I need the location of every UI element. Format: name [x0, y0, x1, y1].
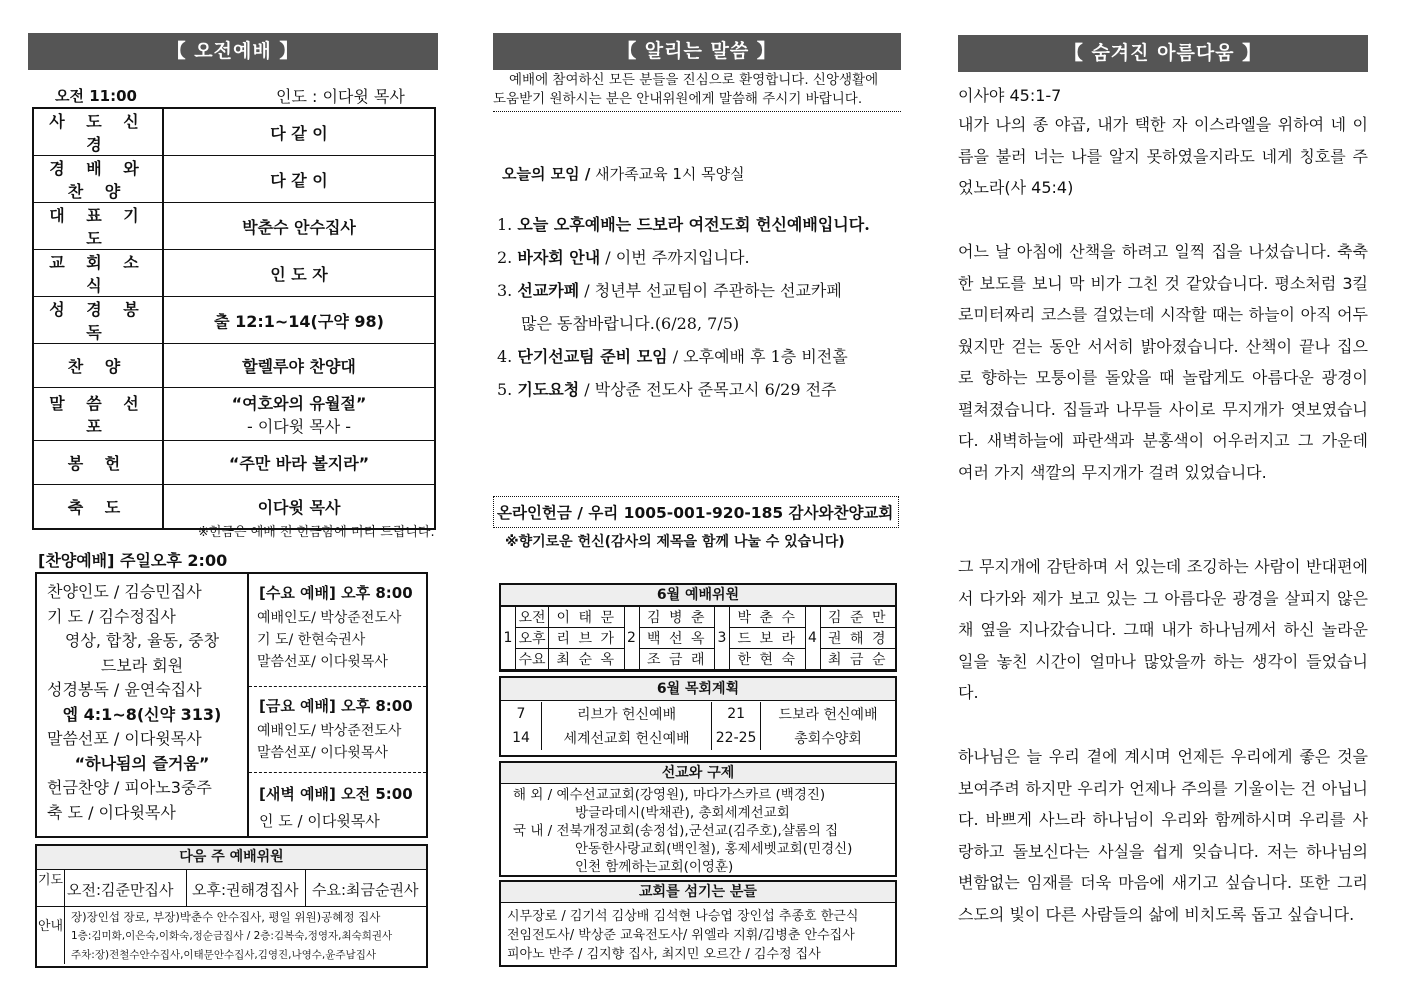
item-number: 3. — [497, 281, 513, 300]
mission-title: 선교와 구제 — [501, 763, 895, 784]
plan-date: 22-25 — [712, 726, 761, 750]
group-number: 1 — [501, 607, 516, 670]
praise-line: 축 도 / 이다윗목사 — [47, 802, 176, 822]
table-cell: 최 순 옥 — [549, 649, 625, 670]
table-cell: 김 준 만 — [820, 607, 896, 628]
group-number: 4 — [805, 607, 820, 670]
table-row — [33, 297, 435, 344]
item-number: 1. — [497, 215, 513, 234]
plan-date: 14 — [501, 726, 542, 750]
praise-line: 헌금찬양 / 피아노3중주 — [47, 778, 212, 797]
june-servants-title: 6월 예배위원 — [501, 585, 895, 606]
order-value: 박춘수 안수집사 — [163, 203, 435, 250]
praise-line: 엡 4:1~8(신약 313) — [62, 704, 222, 724]
meditation-paragraph-3: 그 무지개에 감탄하며 서 있는데 조깅하는 사람이 반대편에서 다가와 제가 보고 있는 그 아름다운 광경을 살피지 않은 채 옆을 지나갔습니다. 그때 내가 하나님께서 하신 놀라운 일을 놓친 시간이 얼마나 많았을까 하는 생각이 들었습니다. — [958, 557, 1368, 702]
order-key: 찬 양 — [33, 344, 163, 388]
next-week-title: 다음 주 예배위원 — [37, 846, 426, 870]
list-item — [497, 241, 870, 274]
order-key: 봉 헌 — [33, 441, 163, 485]
mission-line: 국 내 / 전북개정교회(송정섭),군선교(김주호),샬롬의 집 — [513, 823, 839, 839]
table-cell: 이 태 문 — [549, 607, 625, 628]
plan-event: 총회수양회 — [794, 731, 862, 747]
table-row — [33, 156, 435, 203]
morning-worship-header: 【 오전예배 】 — [28, 33, 438, 70]
table-row — [33, 250, 435, 297]
meditation-paragraph-2: 어느 날 아침에 산책을 하려고 일찍 집을 나섰습니다. 축축한 보도를 보니 막 비가 그친 것 같았습니다. 평소처럼 3킬로미터짜리 코스를 걸었는데 시작할 때는 하늘이 아직 어두웠지만 걷는 동안 서서히 밝아졌습니다. 산책이 끝나 집으로 향하는 모퉁이를 돌았을 때 놀랍게도 아름다운 광경이 펼쳐졌습니다. 집들과 나무들 사이로 무지개가 엿보였습니다. 새벽하늘에 파란색과 분홍색이 어우러지고 그 가운데 여러 가지 색깔의 무지개가 걸려 있었습니다. — [958, 242, 1368, 482]
worship-schedule-box — [35, 572, 428, 838]
sermon-preacher: - 이다윗 목사 - — [246, 417, 352, 436]
guide-line: 장)장인섭 장로, 부장)박춘수 안수집사, 평일 위원)공혜정 집사 — [71, 910, 381, 924]
guide-line: 주차:장)전철수안수집사,이태문안수집사,김영진,나영수,윤주남집사 — [71, 949, 376, 961]
next-prayer-key: 기도 — [37, 870, 65, 906]
june-plan-table — [501, 702, 895, 750]
list-item — [497, 208, 870, 241]
order-value: “주만 바라 볼지라” — [163, 441, 435, 485]
offering-note-2: ※향기로운 헌신(감사의 제목을 함께 나눌 수 있습니다) — [505, 534, 845, 550]
table-row — [501, 607, 896, 628]
servants-box — [499, 880, 897, 967]
item-detail: / 박상준 전도사 준목고시 6/29 전주 — [579, 380, 837, 399]
worship-leader: 인도 : 이다윗 목사 — [276, 87, 405, 106]
praise-line: 말씀선포 / 이다윗목사 — [47, 729, 202, 748]
worship-time: 오전 11:00 — [55, 87, 137, 105]
group-number: 3 — [715, 607, 730, 670]
item-title: 오늘 오후예배는 드보라 여전도회 헌신예배입니다. — [517, 215, 870, 234]
table-cell: 최 금 순 — [820, 649, 896, 670]
table-row — [33, 441, 435, 485]
table-row — [501, 628, 896, 649]
order-value: 이다윗 목사 — [163, 485, 435, 530]
friday-worship — [249, 687, 426, 773]
wednesday-line: 예배인도/ 박상준전도사 — [257, 610, 402, 626]
hidden-beauty-header: 【 숨겨진 아름다움 】 — [958, 35, 1368, 72]
list-item — [497, 340, 870, 373]
servants-line: 시무장로 / 김기석 김상배 김석현 나승엽 장인섭 추종호 한근식 — [507, 909, 859, 924]
june-plan-title: 6월 목회계획 — [501, 678, 895, 701]
next-guide-key: 안내 — [37, 907, 65, 964]
welcome-message — [493, 71, 901, 112]
praise-line: 성경봉독 / 윤연숙집사 — [47, 680, 202, 699]
june-servants-box — [499, 583, 897, 672]
item-detail: 많은 동참바랍니다.(6/28, 7/5) — [521, 314, 740, 333]
plan-event: 리브가 헌신예배 — [542, 702, 712, 726]
praise-line: 영상, 합창, 율동, 중창 — [64, 631, 220, 650]
meeting-label: 오늘의 모임 / — [502, 165, 591, 183]
wednesday-worship — [249, 574, 426, 687]
table-cell: 오후 — [516, 628, 549, 649]
order-key: 경 배 와 찬 양 — [33, 156, 163, 203]
next-prayer-pm: 오후:권해경집사 — [192, 881, 299, 899]
item-title: 단기선교팀 준비 모임 — [517, 347, 668, 366]
welcome-line: 예배에 참여하신 모든 분들을 진심으로 환영합니다. 신앙생활에 — [509, 72, 879, 88]
group-number: 2 — [624, 607, 639, 670]
order-value: 출 12:1~14(구약 98) — [163, 297, 435, 344]
welcome-line: 도움받기 원하시는 분은 안내위원에게 말씀해 주시기 바랍니다. — [493, 91, 863, 107]
wednesday-line: 기 도/ 한현숙권사 — [257, 632, 366, 648]
item-detail: / 청년부 선교팀이 주관하는 선교카페 — [579, 281, 842, 300]
order-value — [163, 388, 435, 441]
item-title: 선교카페 — [517, 281, 580, 300]
plan-event: 세계선교회 헌신예배 — [542, 726, 712, 750]
table-cell: 권 해 경 — [820, 628, 896, 649]
dawn-worship — [249, 773, 426, 836]
dawn-title: [새벽 예배] 오전 5:00 — [259, 785, 413, 803]
worship-order-table — [32, 107, 436, 530]
table-row — [33, 203, 435, 250]
order-value: 다 같 이 — [163, 156, 435, 203]
item-title: 바자회 안내 — [517, 248, 601, 267]
friday-line: 말씀선포/ 이다윗목사 — [257, 745, 388, 761]
wednesday-title: [수요 예배] 오후 8:00 — [259, 584, 413, 602]
item-number: 4. — [497, 347, 513, 366]
servants-line: 피아노 반주 / 김지향 집사, 최지민 오르간 / 김수정 집사 — [507, 947, 821, 962]
order-key: 교 회 소 식 — [33, 250, 163, 297]
friday-title: [금요 예배] 오후 8:00 — [259, 697, 413, 715]
offering-note: ※헌금은 예배 전 헌금함에 미리 드립니다. — [198, 525, 435, 540]
servants-title: 교회를 섬기는 분들 — [501, 882, 895, 903]
praise-line: 찬양인도 / 김승민집사 — [47, 582, 202, 601]
plan-event: 드보라 헌신예배 — [778, 707, 878, 723]
praise-worship-title: [찬양예배] 주일오후 2:00 — [38, 551, 228, 570]
online-offering: 온라인헌금 / 우리 1005-001-920-185 감사와찬양교회 — [493, 496, 899, 528]
table-row — [501, 649, 896, 670]
list-item — [497, 373, 870, 406]
next-week-servants — [35, 844, 428, 968]
wednesday-line: 말씀선포/ 이다윗목사 — [257, 654, 388, 670]
table-cell: 박 춘 수 — [730, 607, 806, 628]
meditation-paragraph-1: 내가 나의 종 야곱, 내가 택한 자 이스라엘을 위하여 네 이름을 불러 너는 나를 알지 못하였을지라도 네게 칭호를 주었노라(사 45:4) — [958, 115, 1368, 197]
table-cell: 수요 — [516, 649, 549, 670]
june-servants-table — [500, 606, 896, 670]
table-row — [501, 702, 895, 726]
item-number: 2. — [497, 248, 513, 267]
scripture-reference: 이사야 45:1-7 — [958, 86, 1062, 105]
list-item — [497, 274, 870, 307]
order-value: 다 같 이 — [163, 108, 435, 156]
order-value: 할렐루야 찬양대 — [163, 344, 435, 388]
item-number: 5. — [497, 380, 513, 399]
next-prayer-wed: 수요:최금순권사 — [312, 881, 419, 899]
next-prayer-am: 오전:김준만집사 — [67, 881, 174, 899]
servants-line: 전임전도사/ 박상준 교육전도사/ 위엘라 지휘/김병춘 안수집사 — [507, 928, 855, 943]
table-row — [33, 344, 435, 388]
praise-line: 드보라 회원 — [100, 655, 184, 675]
order-key: 축 도 — [33, 485, 163, 530]
praise-worship-details — [37, 574, 249, 836]
table-row — [33, 388, 435, 441]
item-detail: / 이번 주까지입니다. — [600, 248, 750, 267]
mission-box — [499, 761, 897, 877]
list-item — [497, 307, 870, 340]
table-cell: 백 선 옥 — [639, 628, 715, 649]
order-key: 대 표 기 도 — [33, 203, 163, 250]
table-cell: 드 보 라 — [730, 628, 806, 649]
next-prayer-row — [37, 870, 426, 907]
mission-line: 방글라데시(박채관), 총회세계선교회 — [575, 805, 790, 821]
todays-meeting — [502, 163, 745, 184]
item-detail: / 오후예배 후 1층 비전홀 — [667, 347, 848, 366]
order-key: 말 씀 선 포 — [33, 388, 163, 441]
item-title: 기도요청 — [517, 380, 580, 399]
meeting-value: 새가족교육 1시 목양실 — [595, 165, 745, 183]
table-cell: 한 현 숙 — [730, 649, 806, 670]
table-row — [33, 108, 435, 156]
order-value: 인 도 자 — [163, 250, 435, 297]
june-plan-box — [499, 676, 897, 757]
table-cell: 오전 — [516, 607, 549, 628]
order-key: 사 도 신 경 — [33, 108, 163, 156]
friday-line: 예배인도/ 박상준전도사 — [257, 723, 402, 739]
order-key: 성 경 봉 독 — [33, 297, 163, 344]
praise-line: 기 도 / 김수정집사 — [47, 606, 176, 626]
mission-line: 인천 함께하는교회(이영훈) — [575, 859, 734, 875]
announcement-list — [497, 208, 870, 406]
mission-line: 안동한사랑교회(백인철), 홍제세벳교회(민경신) — [575, 841, 853, 857]
plan-date: 21 — [712, 702, 761, 726]
announcements-header: 【 알리는 말씀 】 — [493, 33, 901, 70]
sermon-title: “여호와의 유월절” — [231, 394, 367, 413]
meditation-paragraph-4: 하나님은 늘 우리 곁에 계시며 언제든 우리에게 좋은 것을 보여주려 하지만 우리가 언제나 주의를 기울이는 건 아닙니다. 바쁘게 사느라 하나님이 우리와 함께하시며 우리를 사랑하고 돌보신다는 사실을 쉽게 잊습니다. 저는 하나님의 변함없는 임재를 더욱 마음에 새기고 싶습니다. 또한 그리스도의 빛이 다른 사람들의 삶에 비치도록 돕고 싶습니다. — [958, 747, 1368, 924]
guide-line: 1층:김미화,이은숙,이화숙,정순금집사 / 2층:김복숙,정영자,최숙희권사 — [71, 930, 393, 942]
praise-line: “하나됨의 즐거움” — [74, 753, 210, 773]
table-cell: 조 금 래 — [639, 649, 715, 670]
table-cell: 김 병 춘 — [639, 607, 715, 628]
mission-line: 해 외 / 예수선교교회(강영원), 마다가스카르 (백경진) — [513, 787, 826, 803]
next-guide-list — [71, 908, 392, 965]
dawn-line: 인 도 / 이다윗목사 — [259, 812, 380, 830]
plan-date: 7 — [501, 702, 542, 726]
table-cell: 리 브 가 — [549, 628, 625, 649]
table-row — [501, 726, 895, 750]
